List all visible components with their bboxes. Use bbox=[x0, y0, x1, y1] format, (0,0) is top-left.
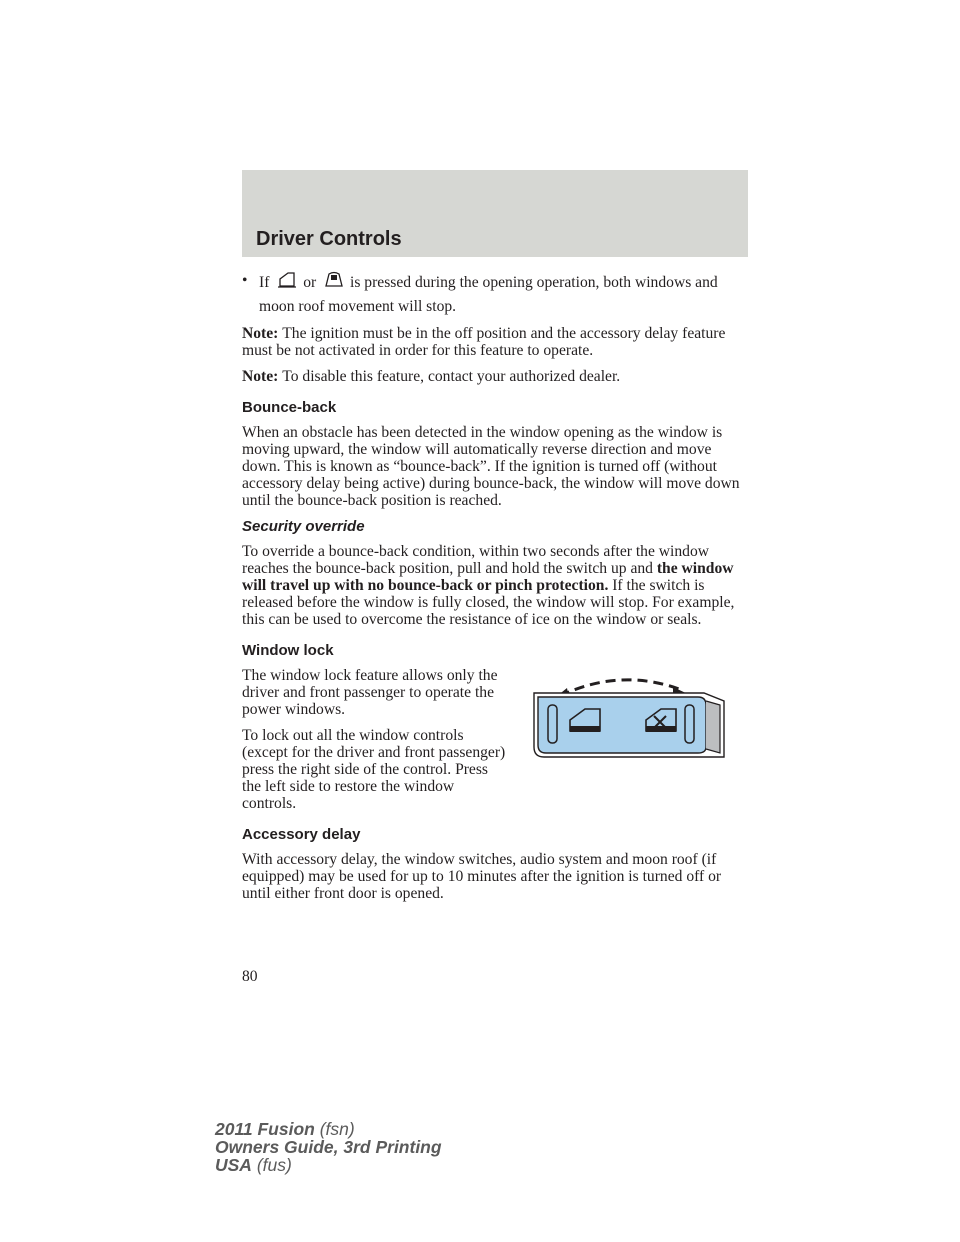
section-title: Driver Controls bbox=[256, 228, 402, 250]
paragraph-security-override bbox=[242, 543, 750, 628]
switch-face bbox=[538, 697, 706, 753]
document-footer bbox=[215, 1120, 442, 1174]
note-text: The ignition must be in the off position and the accessory delay feature must be not activated in order for this feature to operate. bbox=[242, 325, 726, 359]
moon-roof-switch-icon bbox=[324, 270, 344, 296]
page-content bbox=[242, 270, 750, 911]
security-text-before: To override a bounce-back condition, within two seconds after the window reaches the bounce-back position, pull and hold the switch up and bbox=[242, 543, 710, 577]
footer-edition: Owners Guide, 3rd Printing bbox=[215, 1137, 442, 1157]
heading-bounce-back: Bounce-back bbox=[242, 399, 337, 416]
paragraph-accessory-delay: With accessory delay, the window switches, audio system and moon roof (if equipped) may be used for up to 10 minutes after the ignition is turned off or until either front door is opened. bbox=[242, 851, 722, 902]
paragraph-bounce-back: When an obstacle has been detected in the window opening as the window is moving upward, the window will automatically reverse direction and move down. This is known as “bounce-back”. If the ignition is turned off (without accessory delay being active) during bounce-back, the window will move down until the bounce-back position is reached. bbox=[242, 424, 740, 509]
heading-window-lock: Window lock bbox=[242, 642, 334, 659]
heading-accessory-delay: Accessory delay bbox=[242, 826, 361, 843]
footer-model-code: (fsn) bbox=[314, 1119, 355, 1139]
note-label: Note: bbox=[242, 368, 283, 385]
bullet-item bbox=[242, 270, 750, 318]
page-number: 80 bbox=[242, 968, 258, 985]
bullet-dot: • bbox=[242, 272, 248, 289]
bullet-joiner: or bbox=[299, 274, 321, 291]
security-text-after: If the switch is released before the window is fully closed, the window will stop. For example, this can be used to overcome the resistance of ice on the window or seals. bbox=[242, 577, 735, 628]
bullet-suffix: is pressed during the opening operation, both windows and moon roof movement will stop. bbox=[259, 274, 718, 315]
window-lock-switch-diagram bbox=[530, 673, 730, 766]
window-switch-up-icon bbox=[277, 270, 297, 296]
section-header-band bbox=[242, 170, 748, 257]
paragraph-window-lock-1: The window lock feature allows only the driver and front passenger to operate the power windows. bbox=[242, 667, 498, 718]
footer-market: USA bbox=[215, 1155, 252, 1175]
footer-model: 2011 Fusion bbox=[215, 1119, 315, 1139]
security-text-bold: the window will travel up with no bounce-back or pinch protection. bbox=[242, 560, 734, 594]
note-label: Note: bbox=[242, 325, 283, 342]
note-ignition bbox=[242, 325, 750, 359]
paragraph-window-lock-2: To lock out all the window controls (except for the driver and front passenger) press the right side of the control. Press the left side to restore the window controls. bbox=[242, 727, 506, 812]
note-disable bbox=[242, 368, 750, 385]
footer-market-code: (fus) bbox=[251, 1155, 292, 1175]
note-text: To disable this feature, contact your authorized dealer. bbox=[282, 368, 621, 385]
bullet-prefix: If bbox=[259, 274, 274, 291]
heading-security-override: Security override bbox=[242, 518, 365, 535]
